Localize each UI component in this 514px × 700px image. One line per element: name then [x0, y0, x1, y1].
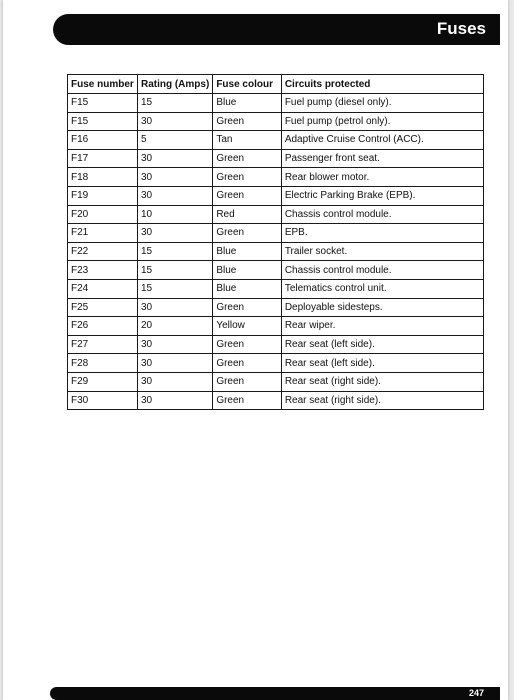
cell-fuse-number: F26: [68, 317, 138, 336]
cell-circuits: Passenger front seat.: [281, 149, 483, 168]
table-row: [68, 261, 484, 280]
cell-circuits: Rear seat (left side).: [281, 354, 483, 373]
cell-rating: 30: [137, 224, 212, 243]
cell-fuse-colour: Blue: [213, 94, 282, 113]
cell-fuse-colour: Tan: [213, 131, 282, 150]
cell-circuits: Deployable sidesteps.: [281, 298, 483, 317]
header-bar: [53, 14, 500, 45]
cell-rating: 15: [137, 94, 212, 113]
table-row: [68, 94, 484, 113]
cell-fuse-number: F24: [68, 279, 138, 298]
cell-circuits: Chassis control module.: [281, 261, 483, 280]
cell-rating: 15: [137, 242, 212, 261]
cell-fuse-number: F20: [68, 205, 138, 224]
cell-circuits: Rear wiper.: [281, 317, 483, 336]
cell-rating: 30: [137, 354, 212, 373]
cell-fuse-number: F18: [68, 168, 138, 187]
cell-rating: 30: [137, 168, 212, 187]
table-row: [68, 186, 484, 205]
cell-circuits: Fuel pump (diesel only).: [281, 94, 483, 113]
column-header-fuse-number: Fuse number: [68, 75, 138, 94]
cell-rating: 30: [137, 298, 212, 317]
table-row: [68, 317, 484, 336]
cell-fuse-colour: Red: [213, 205, 282, 224]
cell-fuse-number: F19: [68, 186, 138, 205]
cell-fuse-colour: Blue: [213, 261, 282, 280]
table-row: [68, 354, 484, 373]
cell-circuits: Adaptive Cruise Control (ACC).: [281, 131, 483, 150]
cell-fuse-number: F25: [68, 298, 138, 317]
cell-rating: 30: [137, 372, 212, 391]
cell-fuse-number: F15: [68, 112, 138, 131]
cell-fuse-number: F17: [68, 149, 138, 168]
table-row: [68, 205, 484, 224]
cell-fuse-number: F30: [68, 391, 138, 410]
cell-rating: 5: [137, 131, 212, 150]
cell-rating: 30: [137, 112, 212, 131]
cell-rating: 30: [137, 149, 212, 168]
table-row: [68, 149, 484, 168]
cell-fuse-colour: Green: [213, 112, 282, 131]
cell-rating: 20: [137, 317, 212, 336]
cell-fuse-colour: Green: [213, 298, 282, 317]
cell-fuse-number: F22: [68, 242, 138, 261]
cell-circuits: Rear seat (right side).: [281, 372, 483, 391]
cell-circuits: Rear seat (left side).: [281, 335, 483, 354]
fuse-table: [67, 74, 484, 410]
cell-fuse-colour: Blue: [213, 242, 282, 261]
table-row: [68, 372, 484, 391]
table-row: [68, 298, 484, 317]
cell-fuse-colour: Green: [213, 186, 282, 205]
cell-rating: 30: [137, 391, 212, 410]
cell-circuits: Rear seat (right side).: [281, 391, 483, 410]
cell-fuse-number: F21: [68, 224, 138, 243]
cell-fuse-number: F16: [68, 131, 138, 150]
column-header-rating: Rating (Amps): [137, 75, 212, 94]
page-number: 247: [468, 688, 484, 698]
cell-fuse-colour: Blue: [213, 279, 282, 298]
table-header-row: [68, 75, 484, 94]
page-title: Fuses: [436, 19, 486, 38]
footer-bar: [50, 687, 500, 700]
cell-rating: 10: [137, 205, 212, 224]
cell-rating: 30: [137, 186, 212, 205]
table-row: [68, 242, 484, 261]
cell-circuits: Trailer socket.: [281, 242, 483, 261]
manual-page: [3, 0, 508, 700]
table-row: [68, 279, 484, 298]
cell-rating: 15: [137, 279, 212, 298]
cell-fuse-number: F28: [68, 354, 138, 373]
cell-fuse-number: F27: [68, 335, 138, 354]
table-row: [68, 391, 484, 410]
table-row: [68, 112, 484, 131]
cell-fuse-colour: Green: [213, 149, 282, 168]
cell-fuse-colour: Green: [213, 335, 282, 354]
cell-fuse-colour: Green: [213, 391, 282, 410]
cell-fuse-colour: Green: [213, 224, 282, 243]
cell-fuse-colour: Green: [213, 354, 282, 373]
cell-rating: 30: [137, 335, 212, 354]
cell-rating: 15: [137, 261, 212, 280]
cell-circuits: Telematics control unit.: [281, 279, 483, 298]
cell-circuits: Electric Parking Brake (EPB).: [281, 186, 483, 205]
cell-circuits: EPB.: [281, 224, 483, 243]
cell-fuse-colour: Yellow: [213, 317, 282, 336]
cell-fuse-number: F15: [68, 94, 138, 113]
column-header-circuits: Circuits protected: [281, 75, 483, 94]
cell-fuse-colour: Green: [213, 372, 282, 391]
cell-circuits: Rear blower motor.: [281, 168, 483, 187]
cell-fuse-number: F29: [68, 372, 138, 391]
column-header-fuse-colour: Fuse colour: [213, 75, 282, 94]
table-row: [68, 131, 484, 150]
cell-fuse-number: F23: [68, 261, 138, 280]
cell-circuits: Chassis control module.: [281, 205, 483, 224]
table-row: [68, 168, 484, 187]
table-row: [68, 335, 484, 354]
cell-circuits: Fuel pump (petrol only).: [281, 112, 483, 131]
table-row: [68, 224, 484, 243]
cell-fuse-colour: Green: [213, 168, 282, 187]
